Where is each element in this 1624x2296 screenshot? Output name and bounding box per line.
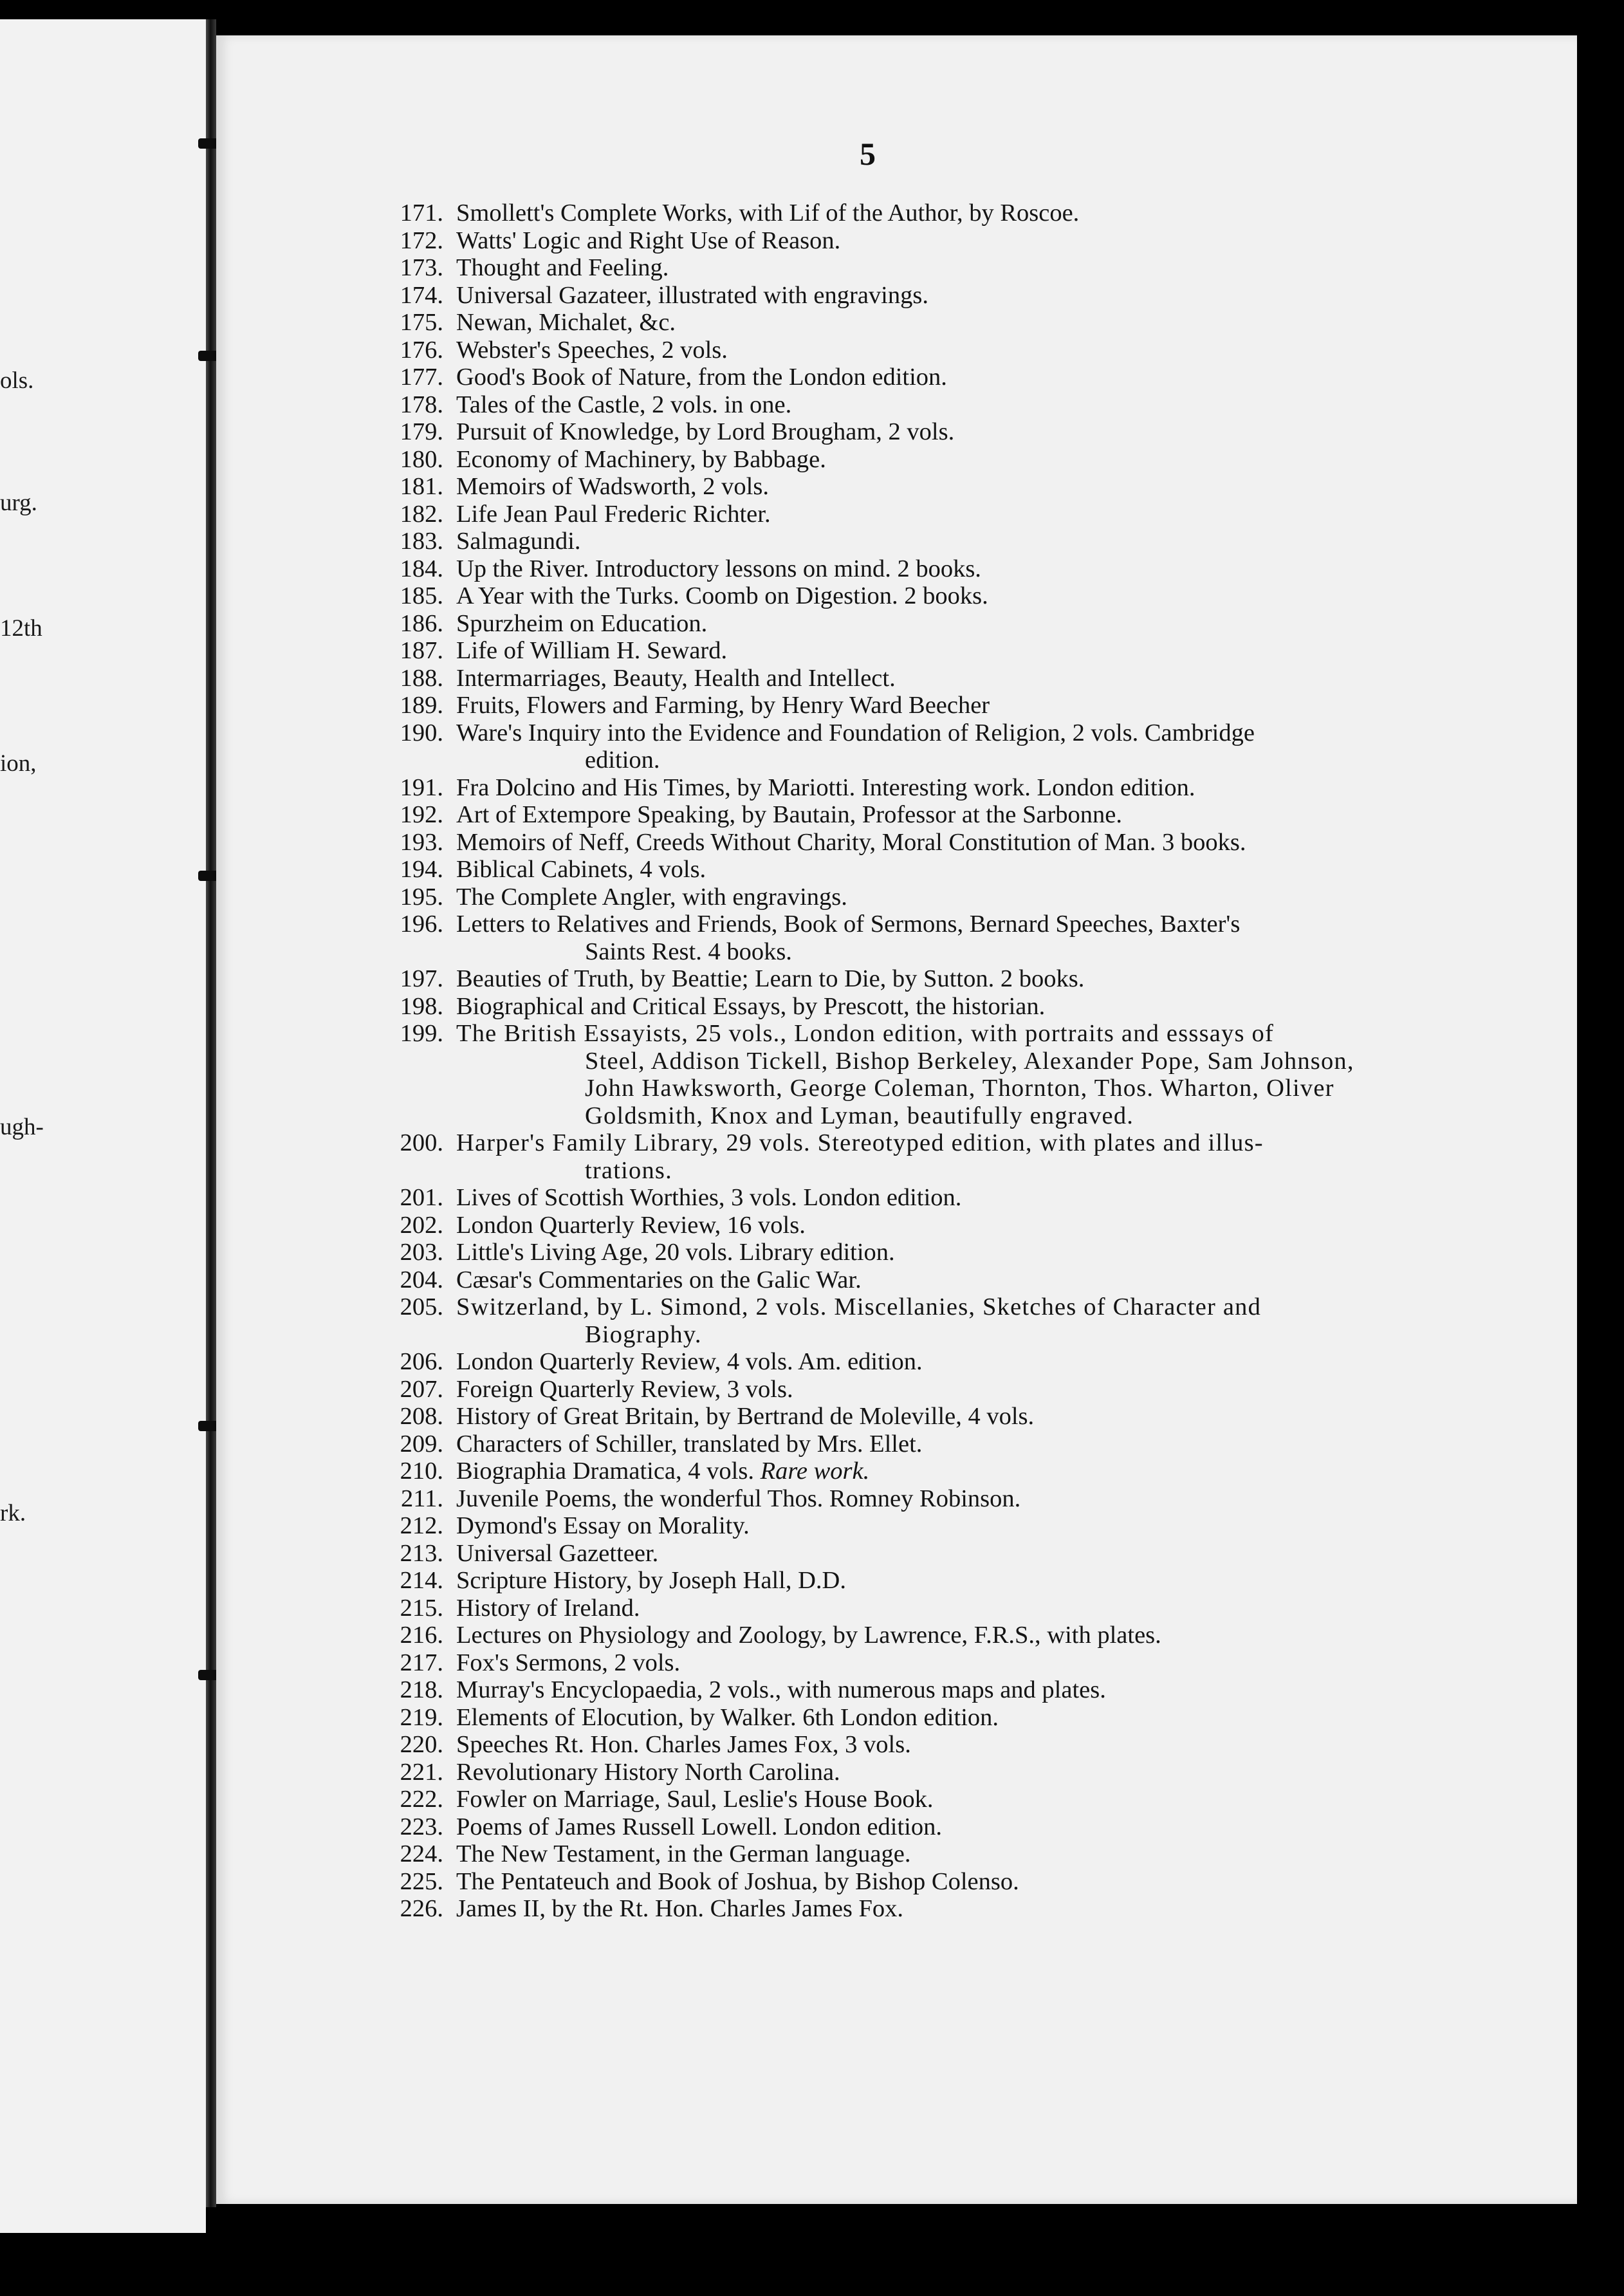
catalog-entry bbox=[380, 965, 1538, 993]
entry-number: 226. bbox=[400, 1895, 443, 1922]
entry-title: Spurzheim on Education. bbox=[456, 609, 708, 637]
entry-number: 173. bbox=[400, 254, 443, 281]
left-page-fragment: urg. bbox=[0, 490, 37, 516]
entry-number: 194. bbox=[400, 856, 443, 883]
entry-continuation: trations. bbox=[585, 1156, 672, 1184]
entry-number: 225. bbox=[400, 1867, 443, 1895]
catalog-entry bbox=[380, 555, 1538, 583]
entry-title: Cæsar's Commentaries on the Galic War. bbox=[456, 1266, 862, 1293]
catalog-entry bbox=[380, 199, 1538, 227]
entry-title: Scripture History, by Joseph Hall, D.D. bbox=[456, 1567, 846, 1594]
catalog-entry bbox=[380, 911, 1538, 965]
entry-title: Art of Extempore Speaking, by Bautain, Professor at the Sarbonne. bbox=[456, 801, 1122, 828]
entry-title: Poems of James Russell Lowell. London edition. bbox=[456, 1813, 942, 1840]
catalog-entry bbox=[380, 1403, 1538, 1430]
entry-title: Letters to Relatives and Friends, Book of Sermons, Bernard Speeches, Baxter's bbox=[456, 911, 1241, 938]
entry-number: 217. bbox=[400, 1649, 443, 1676]
entry-title: Elements of Elocution, by Walker. 6th London edition. bbox=[456, 1703, 999, 1731]
entry-title: Universal Gazateer, illustrated with engravings. bbox=[456, 281, 928, 309]
entry-title: History of Great Britain, by Bertrand de Moleville, 4 vols. bbox=[456, 1403, 1035, 1430]
catalog-entry bbox=[380, 1676, 1538, 1704]
entry-number: 181. bbox=[400, 473, 443, 500]
left-page-fragment: rk. bbox=[0, 1500, 26, 1526]
book-spine bbox=[206, 19, 216, 2207]
entry-number: 202. bbox=[400, 1211, 443, 1239]
entry-title: Pursuit of Knowledge, by Lord Brougham, 2 vols. bbox=[456, 418, 955, 445]
entry-title: Fra Dolcino and His Times, by Mariotti. Interesting work. London edition. bbox=[456, 773, 1195, 801]
entry-title: Smollett's Complete Works, with Lif of the Author, by Roscoe. bbox=[456, 199, 1080, 227]
entry-title: Lives of Scottish Worthies, 3 vols. London edition. bbox=[456, 1184, 962, 1211]
entry-title: The Pentateuch and Book of Joshua, by Bishop Colenso. bbox=[456, 1867, 1019, 1895]
catalog-entry bbox=[380, 1540, 1538, 1568]
entry-number: 193. bbox=[400, 828, 443, 856]
entry-number: 192. bbox=[400, 801, 443, 828]
entry-number: 190. bbox=[400, 719, 443, 746]
catalog-entry bbox=[380, 993, 1538, 1021]
entry-number: 207. bbox=[400, 1375, 443, 1403]
entry-number: 222. bbox=[400, 1786, 443, 1813]
catalog-entry bbox=[380, 1595, 1538, 1622]
catalog-entry bbox=[380, 1759, 1538, 1786]
entry-number: 212. bbox=[400, 1512, 443, 1539]
catalog-entry bbox=[380, 610, 1538, 638]
entry-number: 210. bbox=[400, 1458, 443, 1485]
entry-title: Speeches Rt. Hon. Charles James Fox, 3 vols. bbox=[456, 1731, 911, 1758]
entry-title: The British Essayists, 25 vols., London edition, with portraits and esssays of bbox=[456, 1020, 1274, 1047]
entry-title: The New Testament, in the German language. bbox=[456, 1840, 911, 1867]
left-page-fragment: ugh- bbox=[0, 1114, 44, 1140]
catalog-entry bbox=[380, 856, 1538, 884]
entry-continuation: edition. bbox=[585, 746, 660, 773]
entry-number: 174. bbox=[400, 281, 443, 309]
catalog-entry bbox=[380, 1293, 1538, 1348]
entry-title: Watts' Logic and Right Use of Reason. bbox=[456, 227, 841, 254]
entry-number: 218. bbox=[400, 1676, 443, 1703]
entry-title: Ware's Inquiry into the Evidence and Foundation of Religion, 2 vols. Cambridge bbox=[456, 719, 1255, 746]
entry-title: Beauties of Truth, by Beattie; Learn to Die, by Sutton. 2 books. bbox=[456, 965, 1085, 992]
catalog-page bbox=[216, 35, 1577, 2204]
entry-number: 205. bbox=[400, 1293, 443, 1320]
entry-number: 219. bbox=[400, 1703, 443, 1731]
entry-title: Webster's Speeches, 2 vols. bbox=[456, 336, 728, 364]
catalog-entry bbox=[380, 391, 1538, 419]
entry-title: Memoirs of Neff, Creeds Without Charity, Moral Constitution of Man. 3 books. bbox=[456, 828, 1246, 856]
entry-title: Harper's Family Library, 29 vols. Stereotyped edition, with plates and illus- bbox=[456, 1129, 1264, 1156]
entry-number: 220. bbox=[400, 1731, 443, 1758]
entry-number: 206. bbox=[400, 1348, 443, 1375]
left-page-fragment: ion, bbox=[0, 750, 37, 777]
entry-title: Characters of Schiller, translated by Mrs. Ellet. bbox=[456, 1430, 923, 1458]
entry-number: 197. bbox=[400, 965, 443, 992]
entry-title: Thought and Feeling. bbox=[456, 254, 669, 281]
entry-title: London Quarterly Review, 4 vols. Am. edition. bbox=[456, 1348, 923, 1375]
left-page-fragment: 12th bbox=[0, 615, 42, 642]
catalog-entry bbox=[380, 1212, 1538, 1239]
entry-number: 223. bbox=[400, 1813, 443, 1840]
entry-title: Fox's Sermons, 2 vols. bbox=[456, 1649, 681, 1676]
catalog-entry bbox=[380, 1895, 1538, 1923]
catalog-entry bbox=[380, 692, 1538, 719]
catalog-entry bbox=[380, 1184, 1538, 1212]
entry-title: Dymond's Essay on Morality. bbox=[456, 1512, 750, 1539]
catalog-entry bbox=[380, 1348, 1538, 1376]
entry-title: Biographia Dramatica, 4 vols. Rare work. bbox=[456, 1458, 870, 1485]
entry-number: 184. bbox=[400, 555, 443, 582]
entry-title: Lectures on Physiology and Zoology, by Lawrence, F.R.S., with plates. bbox=[456, 1622, 1161, 1649]
entry-title: Memoirs of Wadsworth, 2 vols. bbox=[456, 473, 769, 500]
entry-title: Murray's Encyclopaedia, 2 vols., with numerous maps and plates. bbox=[456, 1676, 1106, 1703]
entry-title: History of Ireland. bbox=[456, 1594, 640, 1622]
entry-continuation: John Hawksworth, George Coleman, Thornton, Thos. Wharton, Oliver bbox=[585, 1075, 1334, 1102]
catalog-entry bbox=[380, 1376, 1538, 1403]
entry-number: 204. bbox=[400, 1266, 443, 1293]
entry-title: Universal Gazetteer. bbox=[456, 1539, 659, 1567]
catalog-entry bbox=[380, 1239, 1538, 1266]
catalog-entry bbox=[380, 473, 1538, 501]
rare-work-note: Rare work. bbox=[760, 1458, 870, 1485]
catalog-entry bbox=[380, 1840, 1538, 1868]
entry-title: James II, by the Rt. Hon. Charles James Fox. bbox=[456, 1895, 904, 1922]
entry-continuation: Biography. bbox=[585, 1320, 702, 1348]
catalog-entry bbox=[380, 1485, 1538, 1513]
entry-number: 177. bbox=[400, 364, 443, 391]
entry-title: Biblical Cabinets, 4 vols. bbox=[456, 856, 706, 883]
catalog-entry bbox=[380, 1649, 1538, 1677]
entry-title: Switzerland, by L. Simond, 2 vols. Miscellanies, Sketches of Character and bbox=[456, 1293, 1262, 1320]
entry-number: 172. bbox=[400, 227, 443, 254]
catalog-entry bbox=[380, 254, 1538, 282]
entry-title: Good's Book of Nature, from the London edition. bbox=[456, 364, 947, 391]
entry-title: Little's Living Age, 20 vols. Library edition. bbox=[456, 1239, 895, 1266]
entry-number: 176. bbox=[400, 336, 443, 364]
entry-number: 180. bbox=[400, 445, 443, 473]
catalog-entry bbox=[380, 309, 1538, 337]
catalog-entry bbox=[380, 829, 1538, 856]
entry-continuation: Goldsmith, Knox and Lyman, beautifully engraved. bbox=[585, 1102, 1134, 1129]
entry-number: 187. bbox=[400, 637, 443, 664]
entry-number: 224. bbox=[400, 1840, 443, 1867]
entry-number: 185. bbox=[400, 582, 443, 609]
entry-title: Newan, Michalet, &c. bbox=[456, 309, 676, 336]
catalog-entry bbox=[380, 1786, 1538, 1813]
entry-title: Fowler on Marriage, Saul, Leslie's House Book. bbox=[456, 1786, 934, 1813]
entry-title: Fruits, Flowers and Farming, by Henry Ward Beecher bbox=[456, 692, 990, 719]
entry-number: 178. bbox=[400, 391, 443, 418]
entry-number: 198. bbox=[400, 992, 443, 1020]
entry-title: Juvenile Poems, the wonderful Thos. Romney Robinson. bbox=[456, 1485, 1021, 1512]
entry-title: Up the River. Introductory lessons on mind. 2 books. bbox=[456, 555, 981, 582]
catalog-entry bbox=[380, 1622, 1538, 1649]
entry-title: Biographical and Critical Essays, by Prescott, the historian. bbox=[456, 992, 1046, 1020]
catalog-entry bbox=[380, 1868, 1538, 1896]
catalog-entry bbox=[380, 884, 1538, 911]
entry-number: 211. bbox=[401, 1485, 443, 1512]
entry-title: Foreign Quarterly Review, 3 vols. bbox=[456, 1375, 793, 1403]
catalog-entry bbox=[380, 1512, 1538, 1540]
catalog-entry bbox=[380, 1458, 1538, 1485]
entry-number: 214. bbox=[400, 1567, 443, 1594]
entry-title: Intermarriages, Beauty, Health and Intellect. bbox=[456, 664, 896, 692]
catalog-entry bbox=[380, 337, 1538, 364]
entry-title: Revolutionary History North Carolina. bbox=[456, 1758, 840, 1786]
entry-number: 215. bbox=[400, 1594, 443, 1622]
catalog-entry bbox=[380, 446, 1538, 474]
catalog-entry bbox=[380, 364, 1538, 391]
entry-title: Tales of the Castle, 2 vols. in one. bbox=[456, 391, 792, 418]
entry-title: Salmagundi. bbox=[456, 528, 581, 555]
entry-number: 179. bbox=[400, 418, 443, 445]
catalog-entry bbox=[380, 637, 1538, 665]
entry-number: 191. bbox=[400, 773, 443, 801]
entry-title: The Complete Angler, with engravings. bbox=[456, 883, 847, 911]
left-page-edge bbox=[0, 19, 206, 2233]
entry-number: 196. bbox=[400, 911, 443, 938]
catalog-entry bbox=[380, 227, 1538, 255]
entry-title: Economy of Machinery, by Babbage. bbox=[456, 445, 826, 473]
catalog-entry bbox=[380, 1567, 1538, 1595]
catalog-entry bbox=[380, 1731, 1538, 1759]
entry-number: 189. bbox=[400, 692, 443, 719]
entry-number: 200. bbox=[400, 1129, 443, 1156]
catalog-entry bbox=[380, 1704, 1538, 1732]
catalog-entry bbox=[380, 582, 1538, 610]
entry-number: 209. bbox=[400, 1430, 443, 1458]
entry-number: 188. bbox=[400, 664, 443, 692]
catalog-entry bbox=[380, 282, 1538, 310]
entry-title: A Year with the Turks. Coomb on Digestion. 2 books. bbox=[456, 582, 988, 609]
catalog-entry bbox=[380, 418, 1538, 446]
catalog-entry bbox=[380, 1129, 1538, 1184]
entry-number: 183. bbox=[400, 528, 443, 555]
catalog-entry bbox=[380, 1813, 1538, 1841]
entry-number: 201. bbox=[400, 1184, 443, 1211]
entry-continuation: Steel, Addison Tickell, Bishop Berkeley, Alexander Pope, Sam Johnson, bbox=[585, 1047, 1354, 1075]
catalog-entry bbox=[380, 774, 1538, 802]
entry-title: Life of William H. Seward. bbox=[456, 637, 728, 664]
catalog-entry bbox=[380, 528, 1538, 555]
entry-number: 213. bbox=[400, 1539, 443, 1567]
catalog-list bbox=[380, 199, 1538, 1923]
catalog-entry bbox=[380, 1266, 1538, 1294]
entry-number: 208. bbox=[400, 1403, 443, 1430]
catalog-entry bbox=[380, 719, 1538, 774]
entry-continuation: Saints Rest. 4 books. bbox=[585, 938, 792, 965]
page-number: 5 bbox=[860, 136, 876, 172]
entry-number: 199. bbox=[400, 1020, 443, 1047]
entry-title: Life Jean Paul Frederic Richter. bbox=[456, 500, 771, 528]
entry-number: 203. bbox=[400, 1239, 443, 1266]
catalog-entry bbox=[380, 1020, 1538, 1129]
catalog-entry bbox=[380, 501, 1538, 528]
entry-title: London Quarterly Review, 16 vols. bbox=[456, 1211, 806, 1239]
entry-number: 216. bbox=[400, 1622, 443, 1649]
entry-number: 182. bbox=[400, 500, 443, 528]
entry-number: 186. bbox=[400, 609, 443, 637]
entry-number: 175. bbox=[400, 309, 443, 336]
catalog-entry bbox=[380, 801, 1538, 829]
left-page-fragment: ols. bbox=[0, 367, 34, 394]
catalog-entry bbox=[380, 665, 1538, 692]
entry-number: 221. bbox=[400, 1758, 443, 1786]
entry-number: 171. bbox=[400, 199, 443, 227]
entry-number: 195. bbox=[400, 883, 443, 911]
catalog-entry bbox=[380, 1430, 1538, 1458]
